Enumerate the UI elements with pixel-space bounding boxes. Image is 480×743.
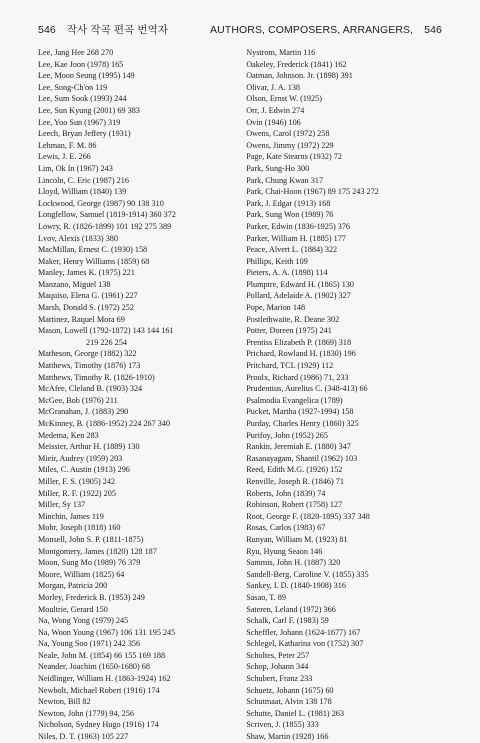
index-entry: Ovin (1946) 106 bbox=[246, 117, 301, 127]
index-entry: Moultrie, Gerard 150 bbox=[38, 604, 108, 614]
index-entry: Sammis, John H. (1887) 320 bbox=[246, 558, 341, 568]
index-entry: Moon, Sung Mo (1989) 76 379 bbox=[38, 558, 141, 568]
index-entry: MacMillan, Ernest C. (1930) 158 bbox=[38, 245, 148, 255]
index-entry: Schop, Johann 344 bbox=[246, 662, 309, 672]
page-header bbox=[38, 22, 442, 37]
index-entry: Prichard, Rowland H. (1830) 196 bbox=[246, 349, 356, 359]
index-entry: Schalk, Carl F. (1983) 59 bbox=[246, 616, 329, 626]
index-entry: Schuetz, Johann (1675) 60 bbox=[246, 685, 334, 695]
index-entry: Lee, Song-Ch'on 119 bbox=[38, 82, 108, 92]
index-entry: Lee, Yoo Sun (1967) 319 bbox=[38, 117, 121, 127]
index-entry: Root, George F. (1820-1895) 337 348 bbox=[246, 511, 370, 521]
index-entry: Lockwood, George (1987) 90 138 310 bbox=[38, 198, 164, 208]
index-entry: Minchin, James 119 bbox=[38, 511, 104, 521]
index-entry: Matthews, Timothy (1876) 173 bbox=[38, 361, 141, 371]
index-entry: Leech, Bryan Jeffery (1931) bbox=[38, 129, 131, 139]
index-entry: Miller, R. F. (1922) 205 bbox=[38, 488, 116, 498]
index-entry: Newbolt, Michael Robert (1916) 174 bbox=[38, 685, 160, 695]
index-entry: Meissier, Arthur H. (1889) 130 bbox=[38, 442, 140, 452]
index-entry: Sandell-Berg, Caroline V. (1855) 335 bbox=[246, 569, 369, 579]
page-number-left: 546 bbox=[38, 24, 56, 36]
index-entry: Scriven, J. (1855) 333 bbox=[246, 720, 319, 730]
index-entry: Martinez, Raquel Mora 69 bbox=[38, 314, 125, 324]
right-column bbox=[246, 47, 460, 743]
index-entry: Orr, J. Edwin 274 bbox=[246, 105, 305, 115]
header-left bbox=[38, 22, 168, 37]
index-entry: McKinney, B. (1886-1952) 224 267 340 bbox=[38, 419, 171, 428]
index-entry: Schubert, Franz 233 bbox=[246, 674, 313, 684]
index-entry: Maker, Henry Williams (1859) 68 bbox=[38, 256, 150, 266]
index-entry: Newton, John (1779) 94, 256 bbox=[38, 708, 134, 718]
index-entry: Sateren, Leland (1972) 366 bbox=[246, 604, 336, 614]
index-entry: Morley, Frederick B. (1953) 249 bbox=[38, 592, 145, 602]
index-entry: Psalmodia Evangelica (1789) bbox=[246, 395, 343, 405]
index-entry: Sankey, I. D. (1840-1908) 316 bbox=[246, 581, 346, 591]
index-entry: Schutmaat, Alvin 138 178 bbox=[246, 697, 332, 707]
index-entry: 219 226 254 bbox=[86, 337, 127, 347]
index-entry: Parker, William H. (1885) 177 bbox=[246, 233, 346, 243]
index-entry: Nicholson, Sydney Hugo (1916) 174 bbox=[38, 720, 159, 730]
index-columns bbox=[38, 47, 460, 743]
index-entry: Park, Sung-Ho 300 bbox=[246, 163, 310, 173]
index-entry: McGee, Bob (1976) 211 bbox=[38, 395, 118, 405]
index-entry: Miller, Sy 137 bbox=[38, 500, 86, 510]
index-entry: Rosas, Carlos (1983) 67 bbox=[246, 523, 326, 533]
index-entry: McAfee, Cleland B. (1903) 324 bbox=[38, 384, 143, 394]
index-entry: Lee, Sum Sook (1993) 244 bbox=[38, 94, 127, 104]
index-entry: Owens, Jimmy (1972) 229 bbox=[246, 140, 334, 150]
index-entry: Mason, Lowell (1792-1872) 143 144 161 bbox=[38, 326, 174, 336]
index-entry: Olson, Ernst W. (1925) bbox=[246, 94, 322, 104]
index-entry: Park, Chai-Hoon (1967) 89 175 243 272 bbox=[246, 187, 379, 197]
index-entry: Page, Kate Stearns (1932) 72 bbox=[246, 152, 342, 162]
index-entry: Na, Woon Young (1967) 106 131 195 245 bbox=[38, 627, 176, 637]
index-entry: Neander, Joachim (1650-1680) 68 bbox=[38, 662, 150, 672]
index-entry: Mieir, Audrey (1959) 203 bbox=[38, 453, 123, 463]
index-entry: Plumptre, Edward H. (1865) 130 bbox=[246, 279, 354, 289]
index-entry: Na, Wong Yong (1979) 245 bbox=[38, 616, 129, 626]
index-entry: Potter, Doreen (1975) 241 bbox=[246, 326, 332, 336]
index-entry: Scholtes, Peter 257 bbox=[246, 650, 310, 660]
index-entry: Lee, Kae Joon (1978) 165 bbox=[38, 59, 124, 69]
index-entry: Schlegel, Katharina von (1752) 307 bbox=[246, 639, 364, 649]
index-entry: Park, J. Edgar (1913) 168 bbox=[246, 198, 331, 208]
index-entry: Robinson, Robert (1758) 127 bbox=[246, 500, 343, 510]
index-entry: Schutte, Daniel L. (1981) 263 bbox=[246, 708, 344, 718]
index-entry: Nystrom, Martin 116 bbox=[246, 48, 316, 57]
korean-title: 작사 작곡 편곡 번역자 bbox=[66, 24, 169, 36]
index-entry: Reed, Edith M.G. (1926) 152 bbox=[246, 465, 343, 475]
index-entry: Miles, C. Austin (1913) 296 bbox=[38, 465, 130, 475]
index-entry: Miller, F. S. (1905) 242 bbox=[38, 476, 116, 486]
index-entry: Peace, Alvert L. (1884) 322 bbox=[246, 245, 338, 255]
index-entry: Manzano, Miguel 138 bbox=[38, 279, 111, 289]
index-entry: Lee, Moon Seung (1995) 149 bbox=[38, 71, 135, 81]
index-entry: Lvov, Alexis (1833) 380 bbox=[38, 233, 118, 243]
index-entry: Morgan, Patricia 200 bbox=[38, 581, 108, 591]
index-entry: Marsh, Donald S. (1972) 252 bbox=[38, 303, 134, 313]
index-entry: Moore, William (1825) 64 bbox=[38, 569, 125, 579]
index-entry: Runyan, William M. (1923) 81 bbox=[246, 534, 348, 544]
index-entry: Newton, Bill 82 bbox=[38, 697, 91, 707]
index-entry: Lehman, F. M. 86 bbox=[38, 140, 97, 150]
index-entry: Lincoln, C. Eric (1987) 216 bbox=[38, 175, 129, 185]
index-entry: Rankin, Jeremiah E. (1880) 347 bbox=[246, 442, 351, 452]
index-entry: Lowry, R. (1826-1899) 101 192 275 389 bbox=[38, 221, 172, 231]
english-title: AUTHORS, COMPOSERS, ARRANGERS, bbox=[210, 24, 414, 36]
index-entry: Parker, Edwin (1836-1925) 376 bbox=[246, 221, 351, 231]
index-entry: Pieters, A. A. (1898) 114 bbox=[246, 268, 328, 278]
index-entry: Lewis, J. E. 266 bbox=[38, 152, 91, 162]
index-entry: Pollard, Adelaide A. (1902) 327 bbox=[246, 291, 351, 301]
index-entry: Purday, Charles Henry (1860) 325 bbox=[246, 419, 359, 428]
index-entry: Medema, Ken 283 bbox=[38, 430, 99, 440]
index-entry: Montgomery, James (1820) 128 187 bbox=[38, 546, 157, 556]
index-entry: Postlethwaite, R. Deane 302 bbox=[246, 314, 340, 324]
left-column bbox=[38, 47, 232, 743]
index-entry: Maquiso, Elena G. (1961) 227 bbox=[38, 291, 138, 301]
index-entry: Prudentius, Aurelius C. (348-413) 66 bbox=[246, 384, 368, 394]
index-entry: Shaw, Martin (1928) 166 bbox=[246, 732, 329, 742]
index-entry: Olivar, J. A. 138 bbox=[246, 82, 301, 92]
index-entry: Oakeley, Frederick (1841) 162 bbox=[246, 59, 347, 69]
index-entry: McGranahan, J. (1883) 290 bbox=[38, 407, 129, 417]
index-entry: Phillips, Keith 109 bbox=[246, 256, 308, 266]
index-entry: Roberts, John (1839) 74 bbox=[246, 488, 326, 498]
index-entry: Park, Sung Won (1989) 76 bbox=[246, 210, 334, 220]
index-entry: Oatman, Johnson. Jr. (1898) 391 bbox=[246, 71, 353, 81]
index-entry: Matheson, George (1882) 322 bbox=[38, 349, 137, 359]
index-entry: Neale, John M. (1854) 66 155 169 188 bbox=[38, 650, 166, 660]
index-entry: Rasanayagam, Shantil (1962) 103 bbox=[246, 453, 358, 463]
index-entry: Lee, Jang Hee 268 270 bbox=[38, 48, 114, 57]
header-right bbox=[210, 24, 442, 36]
index-entry: Pucket, Martha (1927-1994) 158 bbox=[246, 407, 354, 417]
index-entry: Monsell, John S. P. (1811-1875) bbox=[38, 534, 144, 544]
index-entry: Purifoy, John (1952) 265 bbox=[246, 430, 328, 440]
index-entry: Niles, D. T. (1963) 105 227 bbox=[38, 732, 129, 742]
index-entry: Na, Young Soo (1971) 242 356 bbox=[38, 639, 141, 649]
index-entry: Park, Chung Kwan 317 bbox=[246, 175, 324, 185]
index-entry: Pope, Marion 148 bbox=[246, 303, 306, 313]
index-entry: Sasao, T. 89 bbox=[246, 592, 286, 602]
index-entry: Matthews, Timothy R. (1826-1910) bbox=[38, 372, 155, 382]
index-entry: Prentiss Elizabeth P. (1869) 318 bbox=[246, 337, 352, 347]
page-number-right: 546 bbox=[424, 24, 442, 36]
index-entry: Lloyd, William (1840) 139 bbox=[38, 187, 127, 197]
index-entry: Pritchard, TCL (1929) 112 bbox=[246, 361, 334, 371]
index-entry: Proulx, Richard (1986) 71, 233 bbox=[246, 372, 349, 382]
index-entry: Manley, James K. (1975) 221 bbox=[38, 268, 135, 278]
index-entry: Mohr, Joseph (1818) 160 bbox=[38, 523, 121, 533]
index-entry: Owens, Carol (1972) 258 bbox=[246, 129, 330, 139]
index-entry: Renville, Joseph R. (1846) 71 bbox=[246, 476, 344, 486]
index-entry: Lee, Sun Kyung (2001) 69 383 bbox=[38, 105, 140, 115]
index-entry: Longfellow, Samuel (1819-1914) 360 372 bbox=[38, 210, 176, 220]
index-entry: Scheffler, Johann (1624-1677) 167 bbox=[246, 627, 361, 637]
index-entry: Lim, Ok In (1967) 243 bbox=[38, 163, 113, 173]
index-entry: Ryu, Hyung Seaon 146 bbox=[246, 546, 323, 556]
index-entry: Neidlinger, William H. (1863-1924) 162 bbox=[38, 674, 171, 684]
